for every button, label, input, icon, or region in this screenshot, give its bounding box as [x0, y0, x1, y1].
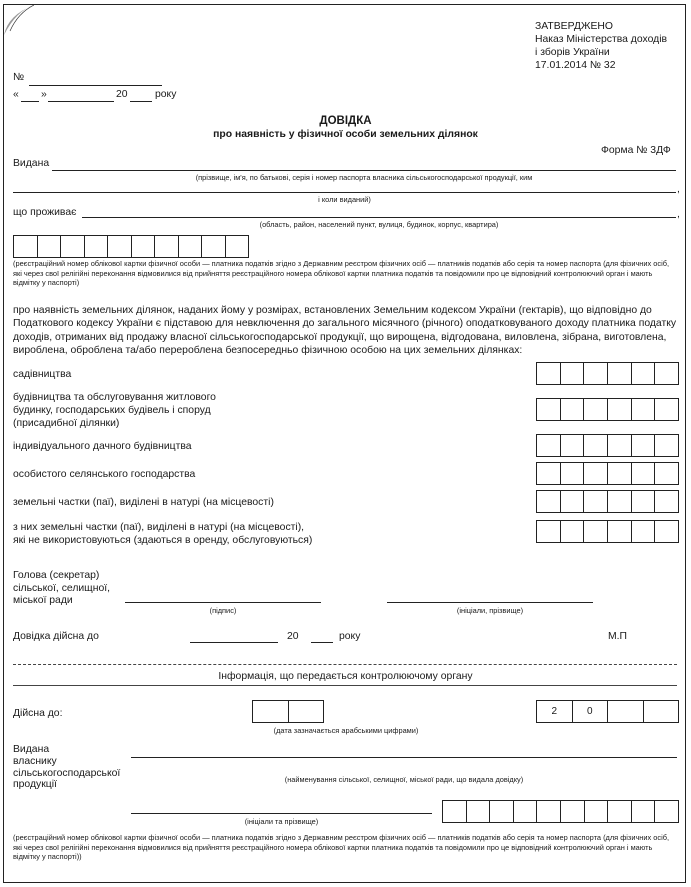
approval-line-1: Наказ Міністерства доходів [535, 34, 668, 45]
validity-year-prefix: 20 [287, 631, 299, 642]
reg-note: (реєстраційний номер облікової картки фізичної особи — платника податків згідно з Державним реєстром фізичних осіб — платників податків або серія та номер паспорта (для фізичних осіб, які через свої релігійні переконання відмовилися від прийняття реєстраційного номера облікової картки платника податків та повідомили про це відповідний контролюючий орган і мають відмітку у паспорті) [13, 259, 669, 287]
approval-line-2: і зборів України [535, 47, 610, 58]
valid-until-day-boxes[interactable] [252, 700, 324, 723]
issued-field-2[interactable] [13, 192, 676, 193]
issued-caption: (прізвище, ім'я, по батькові, серія і номер паспорта власника сільськогосподарської продукції, ким [195, 173, 533, 182]
date-open-quote: « [13, 89, 19, 100]
reg-digit-box[interactable] [14, 236, 38, 257]
reg-digit-box[interactable] [108, 236, 132, 257]
page-curl-icon [4, 5, 34, 35]
owner-reg-number-boxes[interactable] [442, 800, 679, 823]
validity-date-field[interactable] [190, 642, 278, 643]
reg-digit-box[interactable] [226, 236, 249, 257]
residence-label: що проживає [13, 207, 77, 218]
form-page [3, 4, 686, 883]
date-day-field[interactable] [21, 101, 39, 102]
stamp-mark: М.П [608, 631, 628, 642]
reg-digit-box[interactable] [179, 236, 203, 257]
year-digit-box[interactable]: 2 [537, 701, 573, 722]
approval-line-3: 17.01.2014 № 32 [535, 60, 616, 71]
issued-caption-2: і коли виданий) [318, 195, 371, 204]
signature-caption: (підпис) [209, 606, 237, 615]
residence-field[interactable] [82, 217, 676, 218]
signature-field[interactable] [125, 602, 321, 603]
form-number: Форма № 3ДФ [601, 145, 671, 156]
reg-digit-box[interactable] [132, 236, 156, 257]
land-area-boxes[interactable] [536, 434, 679, 457]
land-category-label: з них земельні частки (паї), виділені в натурі (на місцевості), які не використовуються (здаються в оренду, обслуговуються) [13, 522, 313, 546]
approval-title: ЗАТВЕРДЖЕНО [535, 21, 613, 32]
date-month-field[interactable] [48, 101, 114, 102]
land-area-boxes[interactable] [536, 462, 679, 485]
date-year-field[interactable] [130, 101, 152, 102]
residence-caption: (область, район, населений пункт, вулиця, будинок, корпус, квартира) [259, 220, 499, 229]
issued-field[interactable] [52, 170, 676, 171]
number-label: № [13, 72, 25, 83]
land-area-boxes[interactable] [536, 520, 679, 543]
issued-label: Видана [13, 158, 50, 169]
validity-year-suffix: року [339, 631, 361, 642]
land-category-label: особистого селянського господарства [13, 469, 196, 480]
land-area-boxes[interactable] [536, 398, 679, 421]
land-category-label: будівництва та обслуговування житлового будинку, господарських будівель і споруд (присадибної ділянки) [13, 392, 216, 429]
reg-digit-box[interactable] [85, 236, 109, 257]
reg-digit-box[interactable] [61, 236, 85, 257]
control-section-title: Інформація, що передається контролюючому органу [218, 671, 473, 682]
land-category-label: індивідуального дачного будівництва [13, 441, 192, 452]
valid-until-label: Дійсна до: [13, 708, 63, 719]
date-year-suffix: року [155, 89, 177, 100]
council-caption: (найменування сільської, селищної, міської ради, що видала довідку) [284, 775, 524, 784]
council-name-field[interactable] [131, 757, 677, 758]
owner-initials-caption: (ініціали та прізвище) [244, 817, 319, 826]
reg-number-boxes[interactable] [13, 235, 249, 258]
doc-title: ДОВІДКА [319, 115, 372, 127]
land-category-label: земельні частки (паї), виділені в натурі (на місцевості) [13, 497, 274, 508]
main-paragraph: про наявність земельних ділянок, наданих йому у розмірах, встановлених Земельним кодексом України (гектарів), що відповідно до Податкового кодексу України є підставою для невключення до загального місячного (річного) оподатковуваного доходу платника податку доходів, отриманих від продажу власної сільськогосподарської продукції, що вирощена, відгодована, виловлена, зібрана, виготовлена, вироблена, оброблена та/або перероблена безпосередньо фізичною особою на цих земельних ділянках: [13, 305, 677, 357]
valid-until-date-boxes[interactable] [536, 700, 679, 723]
validity-label: Довідка дійсна до [13, 631, 99, 642]
owner-initials-field[interactable] [131, 813, 432, 814]
date-caption: (дата зазначається арабськими цифрами) [273, 726, 419, 735]
head-label: Голова (секретар) сільської, селищної, міської ради [13, 570, 111, 606]
reg-note-bottom: (реєстраційний номер облікової картки фізичної особи — платника податків згідно з Державним реєстром фізичних осіб — платників податків або серія та номер паспорта (для фізичних осіб, які через свої релігійні переконання відмовилися від прийняття реєстраційного номера облікової картки платника податків та повідомили про це відповідний контролюючий орган і мають відмітку у паспорті)) [13, 833, 669, 861]
date-year-prefix: 20 [116, 89, 128, 100]
reg-digit-box[interactable] [202, 236, 226, 257]
validity-year-field[interactable] [311, 642, 333, 643]
land-area-boxes[interactable] [536, 362, 679, 385]
year-digit-box[interactable]: 0 [573, 701, 609, 722]
land-category-label: садівництва [13, 369, 72, 380]
number-field[interactable] [29, 85, 162, 86]
head-initials-field[interactable] [387, 602, 593, 603]
control-section-divider [13, 685, 677, 686]
residence-comma: , [677, 209, 680, 220]
land-area-boxes[interactable] [536, 490, 679, 513]
date-close-quote: » [41, 89, 47, 100]
head-initials-caption: (ініціали, прізвище) [456, 606, 524, 615]
reg-digit-box[interactable] [38, 236, 62, 257]
reg-digit-box[interactable] [155, 236, 179, 257]
doc-subtitle: про наявність у фізичної особи земельних ділянок [213, 129, 478, 140]
issued-to-owner-label: Видана власнику сільськогосподарської продукції [13, 744, 121, 791]
cut-line [13, 664, 677, 665]
issued-comma: , [677, 184, 680, 195]
